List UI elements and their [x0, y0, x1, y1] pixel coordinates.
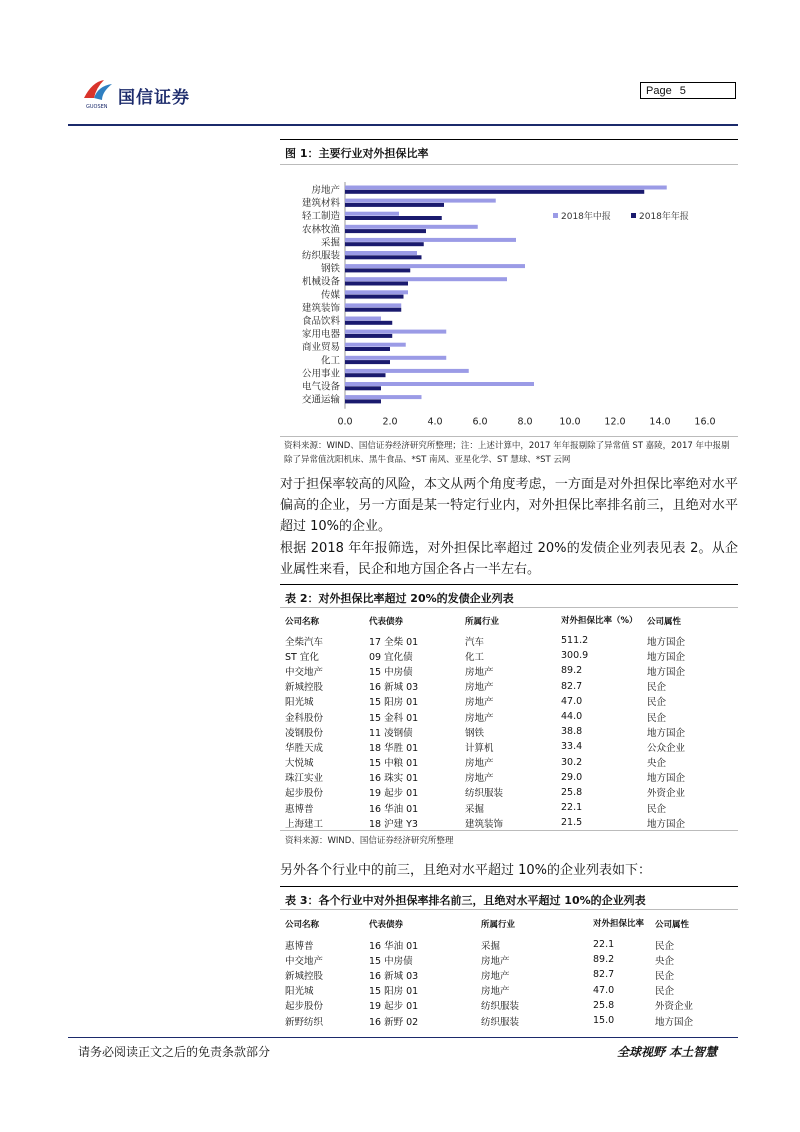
bar-midyear: [345, 251, 417, 255]
table-cell: 22.1: [593, 939, 615, 951]
table2-caption-rule: [280, 607, 738, 608]
table-cell: 惠博普: [285, 940, 314, 952]
table3-caption: 表 3：各个行业中对外担保率排名前三，且绝对水平超过 10%的企业列表: [285, 894, 646, 907]
table-cell: 房地产: [481, 955, 510, 967]
table-cell: 民企: [647, 682, 667, 694]
table-cell: 央企: [647, 758, 667, 770]
table-cell: 82.7: [593, 969, 615, 981]
table3-top-rule: [280, 886, 738, 887]
bar-midyear: [345, 277, 507, 281]
category-label: 食品饮料: [301, 316, 340, 327]
logo-name: 国信证券: [118, 88, 190, 108]
table-cell: 15 金科 01: [369, 712, 419, 724]
table-cell: 大悦城: [285, 758, 314, 770]
table-cell: 中交地产: [285, 666, 324, 678]
bar-midyear: [345, 212, 399, 216]
table-row: [285, 663, 735, 678]
table-cell: ST 宜化: [285, 651, 319, 663]
table-cell: 15 阳房 01: [369, 986, 419, 998]
table3-header: 对外担保比率: [593, 918, 645, 929]
table-cell: 89.2: [561, 665, 583, 677]
table-cell: 30.2: [561, 756, 583, 768]
table-row: [285, 770, 735, 785]
table-cell: 房地产: [465, 682, 494, 694]
bar-midyear: [345, 199, 496, 203]
legend-swatch: [553, 213, 558, 218]
table-cell: 33.4: [561, 741, 583, 753]
category-label: 采掘: [320, 237, 340, 249]
bar-midyear: [345, 290, 408, 294]
table-cell: 惠博普: [285, 803, 314, 815]
table-cell: 22.1: [561, 802, 583, 814]
table-cell: 19 起步 01: [369, 1001, 419, 1013]
table2-source: 资料来源：WIND、国信证券经济研究所整理: [285, 836, 454, 846]
bar-annual: [345, 282, 408, 286]
header-rule: [68, 124, 738, 126]
table2-header: 所属行业: [465, 617, 500, 627]
table-row: [285, 694, 735, 709]
table-cell: 15 中房债: [369, 666, 413, 678]
page-label: Page: [646, 85, 672, 97]
table-cell: 阳光城: [285, 986, 314, 998]
x-tick-label: 2.0: [382, 416, 398, 428]
legend-swatch: [631, 213, 636, 218]
table-cell: 新城控股: [285, 682, 324, 694]
table-cell: 16 新城 03: [369, 682, 419, 694]
table-cell: 地方国企: [655, 1016, 694, 1028]
bar-annual: [345, 190, 644, 194]
category-label: 建筑装饰: [301, 302, 340, 314]
bar-annual: [345, 295, 404, 299]
table-cell: 阳光城: [285, 697, 314, 709]
bar-annual: [345, 268, 410, 272]
page-indicator: [640, 82, 736, 99]
table-cell: 建筑装饰: [465, 818, 504, 830]
table2-bottom-rule: [280, 830, 738, 831]
table-cell: 纺织服装: [481, 1001, 520, 1013]
category-label: 建筑材料: [301, 198, 340, 210]
guarantee-ratio-chart: [280, 176, 738, 436]
table-cell: 地方国企: [647, 818, 686, 830]
table-cell: 房地产: [465, 697, 494, 709]
category-label: 房地产: [311, 185, 340, 196]
table-cell: 采掘: [481, 940, 501, 952]
page-number: 5: [679, 85, 686, 97]
table-cell: 地方国企: [647, 636, 686, 648]
table-row: [285, 724, 735, 739]
category-label: 轻工制造: [301, 211, 340, 223]
paragraph-1: 对于担保率较高的风险，本文从两个角度考虑，一方面是对外担保比率绝对水平偏高的企业，另一方面是某一特定行业内，对外担保比率排名前三，且绝对水平超过 10%的企业。: [280, 477, 738, 534]
table-cell: 民企: [647, 697, 667, 709]
table-cell: 民企: [647, 712, 667, 724]
table3-caption-rule: [280, 909, 738, 910]
category-label: 农林牧渔: [301, 224, 340, 236]
table-cell: 房地产: [481, 970, 510, 982]
table-row: [285, 648, 735, 663]
table-cell: 外资企业: [655, 1001, 694, 1013]
table-cell: 央企: [655, 955, 675, 967]
bar-annual: [345, 373, 386, 377]
bar-annual: [345, 255, 422, 259]
table-cell: 44.0: [561, 711, 583, 723]
table-cell: 18 沪建 Y3: [369, 818, 418, 830]
table-row: [285, 739, 735, 754]
table-cell: 15 阳房 01: [369, 697, 419, 709]
category-label: 交通运输: [301, 394, 340, 406]
table-row: [285, 983, 735, 998]
bar-midyear: [345, 317, 381, 321]
table-cell: 25.8: [561, 786, 583, 798]
table-cell: 凌钢股份: [285, 727, 324, 739]
bar-annual: [345, 242, 424, 246]
table-cell: 地方国企: [647, 651, 686, 663]
bar-midyear: [345, 382, 534, 386]
footer-slogan: 全球视野 本土智慧: [617, 1045, 718, 1059]
table-cell: 计算机: [465, 742, 494, 754]
x-tick-label: 16.0: [694, 416, 716, 428]
category-label: 电气设备: [301, 381, 340, 393]
table-cell: 房地产: [465, 712, 494, 724]
table-cell: 15.0: [593, 1015, 615, 1027]
table-row: [285, 709, 735, 724]
table-cell: 29.0: [561, 771, 583, 783]
paragraph-2: 根据 2018 年年报筛选，对外担保比率超过 20%的发债企业列表见表 2。从企业属性来看，民企和地方国企各占一半左右。: [280, 541, 738, 577]
table-cell: 起步股份: [285, 1001, 324, 1013]
table-cell: 18 华胜 01: [369, 742, 419, 754]
table-cell: 化工: [465, 651, 485, 663]
bar-midyear: [345, 343, 406, 347]
table2-header: 公司名称: [285, 617, 320, 627]
table-cell: 25.8: [593, 999, 615, 1011]
table-cell: 16 华油 01: [369, 803, 419, 815]
table2-header: 代表债券: [369, 617, 404, 627]
table-cell: 民企: [647, 803, 667, 815]
table-row: [285, 952, 735, 967]
footer-disclaimer: 请务必阅读正文之后的免责条款部分: [78, 1045, 271, 1059]
figure-caption-rule: [280, 164, 738, 165]
table-cell: 中交地产: [285, 955, 324, 967]
table-cell: 19 起步 01: [369, 788, 419, 800]
category-label: 化工: [320, 355, 340, 367]
table-cell: 38.8: [561, 726, 583, 738]
table-row: [285, 937, 735, 952]
figure-source-note: 资料来源：WIND、国信证券经济研究所整理；注：上述计算中，2017 年年报剔除了异常值 ST 嘉陵，2017 年中报剔除了异常值沈阳机床、黑牛食品、*ST 南风、亚星化学、ST 慧球、*ST 云网: [284, 441, 730, 465]
logo-sub: GUOSEN: [86, 104, 108, 110]
x-tick-label: 8.0: [517, 416, 533, 428]
bar-annual: [345, 386, 381, 390]
category-label: 机械设备: [301, 276, 340, 288]
table-cell: 300.9: [561, 650, 589, 662]
bar-midyear: [345, 303, 401, 307]
table-cell: 华胜天成: [285, 742, 324, 754]
table-row: [285, 998, 735, 1013]
table-row: [285, 755, 735, 770]
table-cell: 新城控股: [285, 970, 324, 982]
table-cell: 47.0: [593, 984, 615, 996]
category-label: 传媒: [320, 289, 340, 301]
table-cell: 采掘: [465, 803, 485, 815]
table-cell: 82.7: [561, 680, 583, 692]
bar-annual: [345, 347, 390, 351]
table-cell: 珠江实业: [285, 773, 324, 785]
table-cell: 地方国企: [647, 773, 686, 785]
x-tick-label: 10.0: [559, 416, 581, 428]
x-tick-label: 12.0: [604, 416, 626, 428]
table2-top-rule: [280, 584, 738, 585]
bar-annual: [345, 216, 442, 220]
table-cell: 511.2: [561, 635, 589, 647]
table2-header: 公司属性: [647, 617, 682, 627]
table-cell: 47.0: [561, 695, 583, 707]
table3-header: 代表债券: [369, 920, 404, 930]
x-tick-label: 14.0: [649, 416, 671, 428]
table-cell: 上海建工: [285, 818, 324, 830]
footer-rule: [68, 1037, 738, 1038]
table-row: [285, 633, 735, 648]
table-cell: 16 新城 03: [369, 970, 419, 982]
bar-midyear: [345, 369, 469, 373]
table-row: [285, 800, 735, 815]
table-row: [285, 1013, 735, 1028]
table-cell: 汽车: [465, 636, 485, 648]
bar-annual: [345, 308, 401, 312]
paragraph-3: 另外各个行业中的前三，且绝对水平超过 10%的企业列表如下：: [280, 863, 652, 878]
table3: [285, 911, 735, 1028]
bar-annual: [345, 360, 390, 364]
table2-header: 对外担保比率（%）: [561, 615, 638, 626]
table3-header: 公司名称: [285, 920, 320, 930]
bar-midyear: [345, 186, 667, 190]
table-row: [285, 815, 735, 830]
category-label: 家用电器: [301, 329, 340, 341]
table-cell: 全柴汽车: [285, 636, 324, 648]
table-cell: 地方国企: [647, 727, 686, 739]
table-cell: 15 中粮 01: [369, 758, 419, 770]
table-cell: 房地产: [481, 986, 510, 998]
legend-label: 2018年年报: [639, 212, 689, 222]
table3-header: 公司属性: [655, 920, 690, 930]
table-cell: 89.2: [593, 954, 615, 966]
category-label: 纺织服装: [301, 250, 340, 262]
table-cell: 16 华油 01: [369, 940, 419, 952]
table-cell: 16 新野 02: [369, 1016, 419, 1028]
bar-annual: [345, 334, 392, 338]
table-cell: 外资企业: [647, 788, 686, 800]
table-cell: 16 珠实 01: [369, 773, 419, 785]
table-cell: 11 凌钢债: [369, 727, 413, 739]
bar-midyear: [345, 395, 422, 399]
table-cell: 钢铁: [465, 727, 485, 739]
table-cell: 金科股份: [285, 712, 324, 724]
table-cell: 起步股份: [285, 788, 324, 800]
table-cell: 09 宜化债: [369, 651, 413, 663]
table-cell: 17 全柴 01: [369, 636, 419, 648]
bar-annual: [345, 229, 426, 233]
table-cell: 公众企业: [647, 742, 686, 754]
legend-label: 2018年中报: [561, 212, 611, 222]
figure-top-rule: [280, 139, 738, 140]
table-cell: 民企: [655, 986, 675, 998]
category-label: 钢铁: [320, 263, 340, 275]
category-label: 公用事业: [301, 368, 340, 380]
x-tick-label: 0.0: [337, 416, 353, 428]
table-cell: 纺织服装: [481, 1016, 520, 1028]
table2: [285, 609, 735, 830]
table-cell: 房地产: [465, 773, 494, 785]
table-row: [285, 967, 735, 982]
table-cell: 民企: [655, 970, 675, 982]
figure-caption: 图 1：主要行业对外担保比率: [285, 147, 429, 160]
table3-header: 所属行业: [481, 920, 516, 930]
category-label: 商业贸易: [301, 342, 340, 354]
bar-annual: [345, 399, 381, 403]
x-tick-label: 4.0: [427, 416, 443, 428]
table-cell: 15 中房债: [369, 955, 413, 967]
table-cell: 房地产: [465, 758, 494, 770]
table-cell: 民企: [655, 940, 675, 952]
bar-annual: [345, 203, 444, 207]
table2-caption: 表 2：对外担保比率超过 20%的发债企业列表: [285, 592, 514, 605]
bar-midyear: [345, 225, 478, 229]
table-cell: 地方国企: [647, 666, 686, 678]
table-row: [285, 679, 735, 694]
table-cell: 房地产: [465, 666, 494, 678]
x-tick-label: 6.0: [472, 416, 488, 428]
bar-midyear: [345, 356, 446, 360]
table-cell: 纺织服装: [465, 788, 504, 800]
table-cell: 新野纺织: [285, 1016, 324, 1028]
bar-annual: [345, 321, 392, 325]
table-cell: 21.5: [561, 817, 583, 829]
bar-midyear: [345, 238, 516, 242]
bar-midyear: [345, 264, 525, 268]
figure-bottom-rule: [280, 436, 738, 437]
bar-midyear: [345, 330, 446, 334]
table-row: [285, 785, 735, 800]
